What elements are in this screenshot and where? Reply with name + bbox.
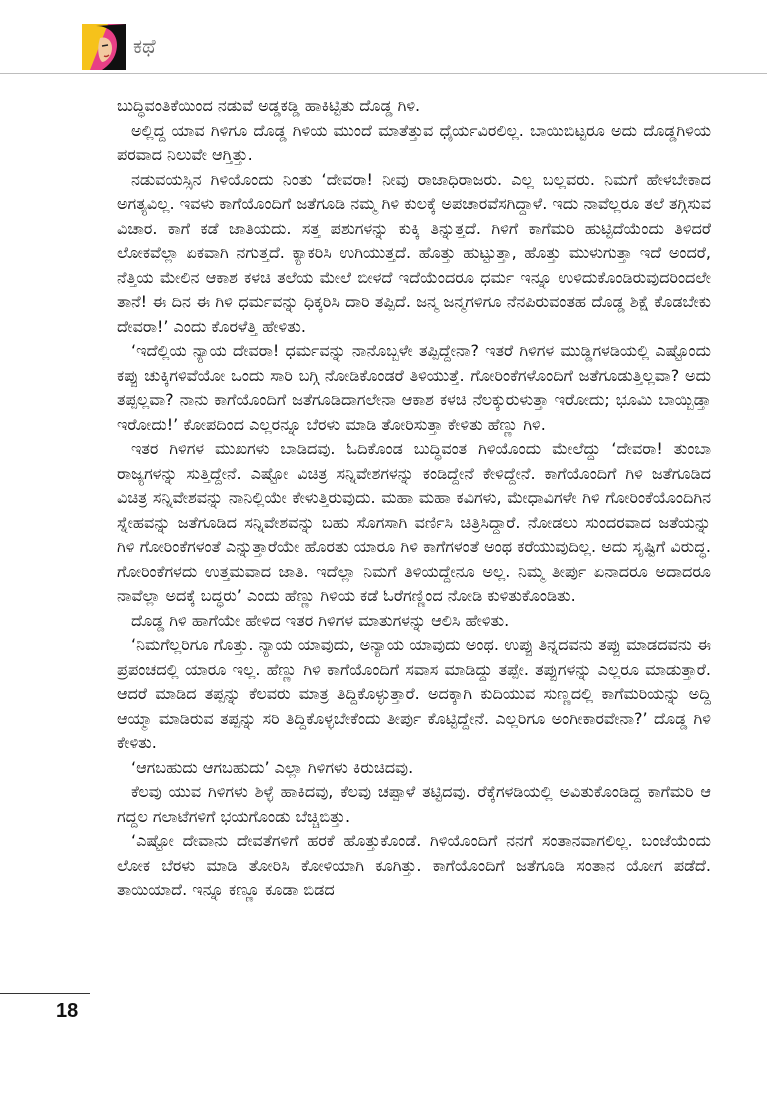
- paragraph: ‘ಇದೆಲ್ಲಿಯ ನ್ಯಾಯ ದೇವರಾ! ಧರ್ಮವನ್ನು ನಾನೊಬ್ಬಳೇ ತಪ್ಪಿದ್ದೇನಾ? ಇತರೆ ಗಿಳಿಗಳ ಮುಡ್ಡಿಗಳಡಿಯಲ್ಲಿ ಎಷ್ಟೊಂದು ಕಪ್ಪು ಚುಕ್ಕಿಗಳಿವೆಯೋ ಒಂದು ಸಾರಿ ಬಗ್ಗಿ ನೋಡಿಕೊಂಡರೆ ತಿಳಿಯುತ್ತೆ. ಗೋರಿಂಕೆಗಳೊಂದಿಗೆ ಜತೆಗೂಡುತ್ತಿಲ್ಲವಾ? ಅದು ತಪ್ಪಲ್ಲವಾ? ನಾನು ಕಾಗೆಯೊಂದಿಗೆ ಜತೆಗೂಡಿದಾಗಲೇನಾ ಆಕಾಶ ಕಳಚಿ ನೆಲಕ್ಕುರುಳುತ್ತಾ ಇರೋದು; ಭೂಮಿ ಬಾಯ್ಬಿಡ್ತಾ ಇರೋದು!’ ಕೋಪದಿಂದ ಎಲ್ಲರನ್ನೂ ಬೆರಳು ಮಾಡಿ ತೋರಿಸುತ್ತಾ ಕೇಳಿತು ಹೆಣ್ಣು ಗಿಳಿ.: [117, 341, 711, 434]
- header-divider: [0, 73, 767, 74]
- page-header: [0, 0, 767, 75]
- paragraph: ‘ನಿಮಗೆಲ್ಲರಿಗೂ ಗೊತ್ತು. ನ್ಯಾಯ ಯಾವುದು, ಅನ್ಯಾಯ ಯಾವುದು ಅಂಥ. ಉಪ್ಪು ತಿನ್ನದವನು ತಪ್ಪು ಮಾಡದವನು ಈ ಪ್ರಪಂಚದಲ್ಲಿ ಯಾರೂ ಇಲ್ಲ. ಹೆಣ್ಣು ಗಿಳಿ ಕಾಗೆಯೊಂದಿಗೆ ಸವಾಸ ಮಾಡಿದ್ದು ತಪ್ಪೇ. ತಪ್ಪುಗಳನ್ನು ಎಲ್ಲರೂ ಮಾಡುತ್ತಾರೆ. ಆದರೆ ಮಾಡಿದ ತಪ್ಪನ್ನು ಕೆಲವರು ಮಾತ್ರ ತಿದ್ದಿಕೊಳ್ಳುತ್ತಾರೆ. ಅದಕ್ಕಾಗಿ ಕುದಿಯುವ ಸುಣ್ಣದಲ್ಲಿ ಕಾಗೆಮರಿಯನ್ನು ಅದ್ದಿ ಆಯ್ಮಾ ಮಾಡಿರುವ ತಪ್ಪನ್ನು ಸರಿ ತಿದ್ದಿಕೊಳ್ಳಬೇಕೆಂದು ತೀರ್ಪು ಕೊಟ್ಟಿದ್ದೇನೆ. ಎಲ್ಲರಿಗೂ ಅಂಗೀಕಾರವೇನಾ?’ ದೊಡ್ಡ ಗಿಳಿ ಕೇಳಿತು.: [117, 635, 711, 752]
- paragraph: ‘ಎಷ್ಟೋ ದೇವಾನು ದೇವತೆಗಳಿಗೆ ಹರಕೆ ಹೊತ್ತುಕೊಂಡೆ. ಗಿಳಿಯೊಂದಿಗೆ ನನಗೆ ಸಂತಾನವಾಗಲಿಲ್ಲ. ಬಂಜೆಯೆಂದು ಲೋಕ ಬೆರಳು ಮಾಡಿ ತೋರಿಸಿ ಕೋಳಿಯಾಗಿ ಕೂಗಿತ್ತು. ಕಾಗೆಯೊಂದಿಗೆ ಜತೆಗೂಡಿ ಸಂತಾನ ಯೋಗ ಪಡೆದೆ. ತಾಯಿಯಾದೆ. ಇನ್ನೂ ಕಣ್ಣೂ ಕೂಡಾ ಬಿಡದ: [117, 831, 711, 899]
- paragraph: ಅಲ್ಲಿದ್ದ ಯಾವ ಗಿಳಿಗೂ ದೊಡ್ಡ ಗಿಳಿಯ ಮುಂದೆ ಮಾತೆತ್ತುವ ಧೈರ್ಯವಿರಲಿಲ್ಲ. ಬಾಯಿಬಿಟ್ಟರೂ ಅದು ದೊಡ್ಡಗಿಳಿಯ ಪರವಾದ ನಿಲುವೇ ಆಗ್ತಿತ್ತು.: [117, 120, 711, 164]
- face-portrait-icon: [82, 24, 126, 70]
- story-body: [117, 94, 711, 903]
- paragraph: ನಡುವಯಸ್ಸಿನ ಗಿಳಿಯೊಂದು ನಿಂತು ‘ದೇವರಾ! ನೀವು ರಾಜಾಧಿರಾಜರು. ಎಲ್ಲ ಬಲ್ಲವರು. ನಿಮಗೆ ಹೇಳಬೇಕಾದ ಅಗತ್ಯವಿಲ್ಲ. ಇವಳು ಕಾಗೆಯೊಂದಿಗೆ ಜತೆಗೂಡಿ ನಮ್ಮ ಗಿಳಿ ಕುಲಕ್ಕೆ ಅಪಚಾರವೆಸಗಿದ್ದಾಳೆ. ಇದು ನಾವೆಲ್ಲರೂ ತಲೆ ತಗ್ಗಿಸುವ ವಿಚಾರ. ಕಾಗೆ ಕಡೆ ಜಾತಿಯದು. ಸತ್ತ ಪಶುಗಳನ್ನು ಕುಕ್ಕಿ ತಿನ್ನುತ್ತದೆ. ಗಿಳಿಗೆ ಕಾಗೆಮರಿ ಹುಟ್ಟಿದೆಯೆಂದು ತಿಳಿದರೆ ಲೋಕವೆಲ್ಲಾ ಏಕವಾಗಿ ನಗುತ್ತದೆ. ಕ್ಯಾಕರಿಸಿ ಉಗಿಯುತ್ತದೆ. ಹೊತ್ತು ಹುಟ್ಟುತ್ತಾ, ಹೊತ್ತು ಮುಳುಗುತ್ತಾ ಇದೆ ಅಂದರೆ, ನೆತ್ತಿಯ ಮೇಲಿನ ಆಕಾಶ ಕಳಚಿ ತಲೆಯ ಮೇಲೆ ಬೀಳದೆ ಇದೆಯೆಂದರೂ ಧರ್ಮ ಇನ್ನೂ ಉಳಿದುಕೊಂಡಿರುವುದರಿಂದಲೇ ತಾನೆ! ಈ ದಿನ ಈ ಗಿಳಿ ಧರ್ಮವನ್ನು ಧಿಕ್ಕರಿಸಿ ದಾರಿ ತಪ್ಪಿದೆ. ಜನ್ಮ ಜನ್ಮಗಳಿಗೂ ನೆನಪಿರುವಂತಹ ದೊಡ್ಡ ಶಿಕ್ಷೆ ಕೊಡಬೇಕು ದೇವರಾ!’ ಎಂದು ಕೊರಳೆತ್ತಿ ಹೇಳಿತು.: [117, 169, 711, 336]
- section-title: ಕಥೆ: [133, 34, 156, 58]
- paragraph: ಬುದ್ಧಿವಂತಿಕೆಯಿಂದ ನಡುವೆ ಅಡ್ಡಕಡ್ಡಿ ಹಾಕಿಟ್ಟಿತು ದೊಡ್ಡ ಗಿಳಿ.: [117, 96, 421, 115]
- page-number: 18: [56, 1000, 79, 1022]
- paragraph: ದೊಡ್ಡ ಗಿಳಿ ಹಾಗೆಯೇ ಹೇಳಿದ ಇತರ ಗಿಳಿಗಳ ಮಾತುಗಳನ್ನು ಆಲಿಸಿ ಹೇಳಿತು.: [131, 610, 510, 630]
- footer-divider: [0, 993, 90, 994]
- paragraph: ಕೆಲವು ಯುವ ಗಿಳಿಗಳು ಶಿಳ್ಳೆ ಹಾಕಿದವು, ಕೆಲವು ಚಪ್ಪಾಳೆ ತಟ್ಟಿದವು. ರೆಕ್ಕೆಗಳಡಿಯಲ್ಲಿ ಅವಿತುಕೊಂಡಿದ್ದ ಕಾಗೆಮರಿ ಆ ಗದ್ದಲ ಗಲಾಟೆಗಳಿಗೆ ಭಯಗೊಂಡು ಬೆಚ್ಚಿಬಿತ್ತು.: [117, 782, 711, 826]
- paragraph: ಇತರ ಗಿಳಿಗಳ ಮುಖಗಳು ಬಾಡಿದವು. ಓದಿಕೊಂಡ ಬುದ್ಧಿವಂತ ಗಿಳಿಯೊಂದು ಮೇಲೆದ್ದು ‘ದೇವರಾ! ತುಂಬಾ ರಾಜ್ಯಗಳನ್ನು ಸುತ್ತಿದ್ದೇನೆ. ಎಷ್ಟೋ ವಿಚಿತ್ರ ಸನ್ನಿವೇಶಗಳನ್ನು ಕಂಡಿದ್ದೇನೆ ಕೇಳಿದ್ದೇನೆ. ಕಾಗೆಯೊಂದಿಗೆ ಗಿಳಿ ಜತೆಗೂಡಿದ ವಿಚಿತ್ರ ಸನ್ನಿವೇಶವನ್ನು ನಾನಿಲ್ಲಿಯೇ ಕೇಳುತ್ತಿರುವುದು. ಮಹಾ ಮಹಾ ಕವಿಗಳು, ಮೇಧಾವಿಗಳೇ ಗಿಳಿ ಗೋರಿಂಕೆಯೊಂದಿಗಿನ ಸ್ನೇಹವನ್ನು ಜತೆಗೂಡಿದ ಸನ್ನಿವೇಶವನ್ನು ಬಹು ಸೊಗಸಾಗಿ ವರ್ಣಿಸಿ ಚಿತ್ರಿಸಿದ್ದಾರೆ. ನೋಡಲು ಸುಂದರವಾದ ಜತೆಯನ್ನು ಗಿಳಿ ಗೋರಿಂಕೆಗಳಂತೆ ಎನ್ನುತ್ತಾರೆಯೇ ಹೊರತು ಯಾರೂ ಗಿಳಿ ಕಾಗೆಗಳಂತೆ ಅಂಥ ಕರೆಯುವುದಿಲ್ಲ. ಅದು ಸೃಷ್ಟಿಗೆ ವಿರುದ್ಧ. ಗೋರಿಂಕೆಗಳದು ಉತ್ತಮವಾದ ಜಾತಿ. ಇದೆಲ್ಲಾ ನಿಮಗೆ ತಿಳಿಯದ್ದೇನೂ ಅಲ್ಲ. ನಿಮ್ಮ ತೀರ್ಪು ಏನಾದರೂ ಅದಾದರೂ ನಾವೆಲ್ಲಾ ಅದಕ್ಕೆ ಬದ್ಧರು’ ಎಂದು ಹೆಣ್ಣು ಗಿಳಿಯ ಕಡೆ ಓರೆಗಣ್ಣಿಂದ ನೋಡಿ ಕುಳಿತುಕೊಂಡಿತು.: [117, 439, 711, 605]
- paragraph: ‘ಆಗಬಹುದು ಆಗಬಹುದು’ ಎಲ್ಲಾ ಗಿಳಿಗಳು ಕಿರುಚಿದವು.: [131, 757, 414, 777]
